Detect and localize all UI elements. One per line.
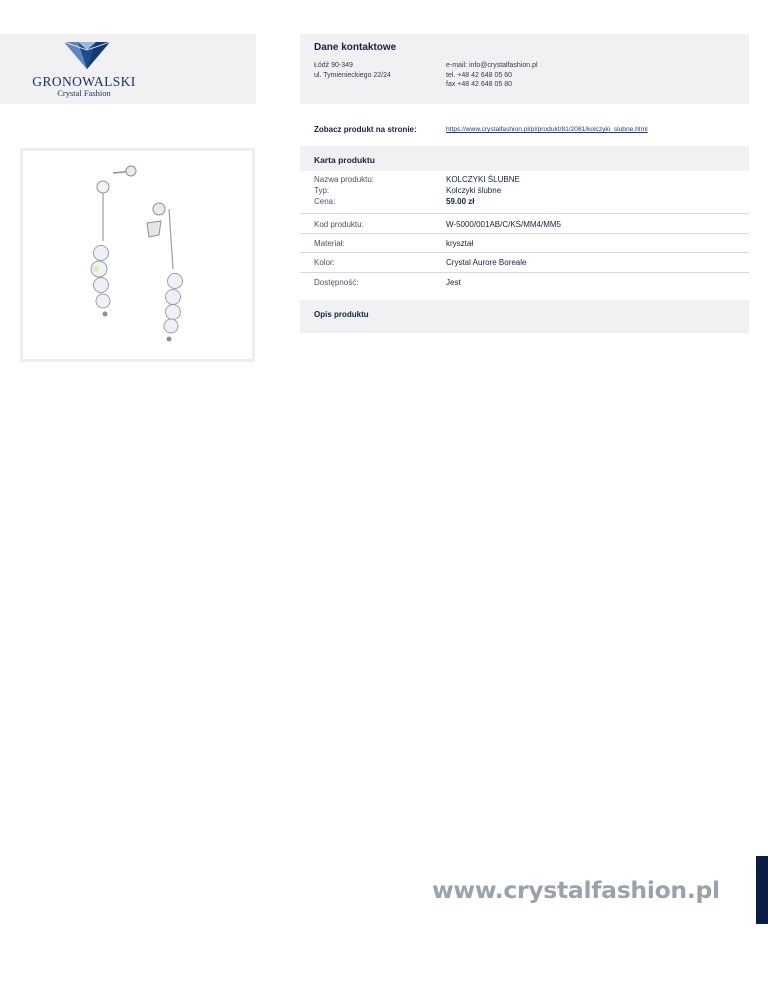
material-value: kryształ bbox=[446, 239, 474, 248]
description-title: Opis produktu bbox=[314, 310, 369, 319]
contact-address bbox=[314, 61, 391, 80]
code-label: Kod produktu: bbox=[314, 220, 364, 229]
contact-title: Dane kontaktowe bbox=[314, 42, 397, 53]
color-label: Kolor: bbox=[314, 258, 335, 267]
earrings-illustration bbox=[23, 151, 252, 359]
name-value: KOLCZYKI ŚLUBNE bbox=[446, 175, 520, 184]
contact-email[interactable]: e-mail: info@crystalfashion.pl bbox=[446, 62, 538, 69]
description-box bbox=[300, 300, 749, 333]
divider bbox=[300, 213, 749, 214]
address-line-street: ul. Tymienieckiego 22/24 bbox=[314, 71, 391, 79]
name-label: Nazwa produktu: bbox=[314, 175, 375, 184]
price-value: 59.00 zł bbox=[446, 197, 475, 206]
availability-value: Jest bbox=[446, 278, 461, 287]
contact-details bbox=[446, 61, 538, 90]
product-card-header bbox=[300, 146, 749, 171]
contact-phone: tel. +48 42 648 05 60 bbox=[446, 71, 512, 79]
color-value: Crystal Aurore Boreale bbox=[446, 258, 527, 267]
product-photo bbox=[20, 148, 255, 362]
code-value: W-5000/001AB/C/KS/MM4/MM5 bbox=[446, 220, 562, 229]
divider bbox=[300, 272, 749, 273]
availability-label: Dostępność: bbox=[314, 278, 359, 287]
material-label: Materiał: bbox=[314, 239, 345, 248]
contact-fax: fax +48 42 648 05 80 bbox=[446, 81, 512, 89]
logo-tagline: Crystal Fashion bbox=[57, 88, 111, 98]
footer-url: www.crystalfashion.pl bbox=[432, 876, 720, 904]
address-line-city: Łódź 90-349 bbox=[314, 62, 353, 69]
product-card-title: Karta produktu bbox=[314, 155, 375, 165]
type-value: Kolczyki ślubne bbox=[446, 186, 502, 195]
diamond-icon bbox=[60, 39, 114, 71]
type-label: Typ: bbox=[314, 186, 330, 195]
divider bbox=[300, 252, 749, 253]
footer-bar bbox=[756, 856, 768, 924]
contact-box bbox=[300, 34, 749, 104]
divider bbox=[300, 233, 749, 234]
product-link[interactable]: https://www.crystalfashion.pl/pl/produkt/81/2081/kolczyki_slubne.html bbox=[446, 126, 648, 133]
logo-panel bbox=[0, 34, 256, 104]
product-link-label: Zobacz produkt na stronie: bbox=[314, 125, 417, 134]
logo-name: GRONOWALSKI bbox=[32, 74, 136, 89]
price-label: Cena: bbox=[314, 197, 336, 206]
